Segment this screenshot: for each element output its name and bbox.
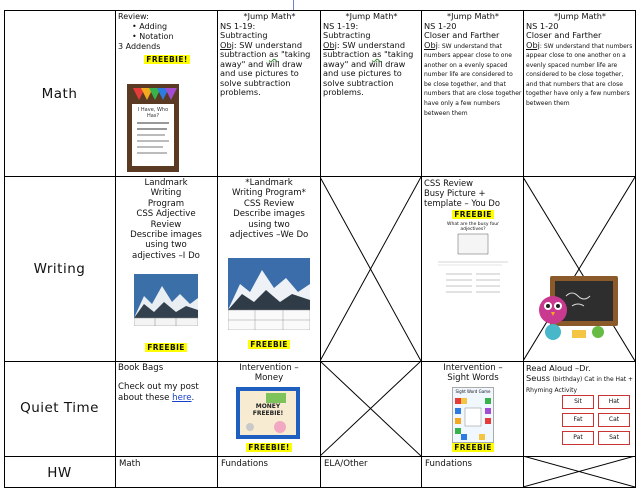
rhyme-card: Sat xyxy=(598,431,630,445)
quiet-tuesday-cell xyxy=(218,363,320,455)
rhyme-card: Cat xyxy=(598,413,630,427)
empty-cell-cross xyxy=(320,177,421,361)
math-thursday-cell xyxy=(424,12,522,175)
writing-tuesday-cell xyxy=(218,178,320,360)
freebie-badge: FREEBIE! xyxy=(248,443,290,452)
post-link[interactable]: here xyxy=(172,393,192,403)
freebie-badge: FREEBIE! xyxy=(146,55,188,64)
quiet-monday-cell xyxy=(118,363,216,455)
quiet-line: Sight Words xyxy=(447,373,499,384)
quiet-thursday-cell xyxy=(424,363,522,455)
row-label-math: Math xyxy=(41,86,78,102)
post-text: Check out my post about these here. xyxy=(118,382,199,403)
review-extra: 3 Addends xyxy=(118,42,161,51)
i-have-who-has-thumbnail[interactable] xyxy=(127,84,179,172)
money-freebie-thumbnail[interactable] xyxy=(236,387,300,439)
writing-thursday-cell xyxy=(424,178,522,360)
grid-line xyxy=(421,10,422,488)
cursor-mark xyxy=(293,0,294,10)
jump-math-header: *Jump Math* xyxy=(345,12,398,21)
hw-wednesday: ELA/Other xyxy=(324,459,368,469)
writing-line: Program xyxy=(147,198,185,209)
quiet-friday-cell xyxy=(526,363,634,455)
grid-line xyxy=(4,10,5,488)
jump-math-header: *Jump Math* xyxy=(553,12,607,21)
writing-line: Writing xyxy=(150,188,182,199)
writing-line: Describe images xyxy=(130,230,202,241)
jump-math-header: *Jump Math* xyxy=(243,12,296,21)
thumbnail-title: I Have, Who Has? xyxy=(137,107,169,119)
objective: Obj: SW understand subtraction as "taking away" and will draw and use pictures to solve subtraction problems. xyxy=(323,39,414,97)
freebie-badge: FREEBIE xyxy=(454,443,492,452)
grid-line xyxy=(635,10,636,488)
writing-line: Review xyxy=(150,219,182,230)
row-label-quiet-time: Quiet Time xyxy=(20,400,99,416)
book-bags-title: Book Bags xyxy=(118,363,164,373)
mountain-photo xyxy=(134,274,198,326)
math-tuesday-cell xyxy=(220,12,319,175)
review-title: Review: xyxy=(118,12,149,21)
objective: Obj: SW understand that numbers appear close to one another on a evenly spaced number life are considered to be close together, and that numbers that are close together have only a few numbers between them xyxy=(526,39,633,108)
owl-chalkboard-clipart xyxy=(538,272,622,342)
review-bullet: • Adding xyxy=(132,22,168,31)
rhyme-card: Sit xyxy=(562,395,594,409)
jump-math-header: *Jump Math* xyxy=(446,12,500,21)
lesson-plan-table xyxy=(4,10,636,488)
mountain-photo-thumbnail[interactable] xyxy=(134,274,198,326)
math-monday-cell xyxy=(118,12,216,175)
empty-cell-cross xyxy=(523,456,635,487)
writing-line: template – You Do xyxy=(424,198,500,209)
rhyming-cards[interactable] xyxy=(562,395,630,451)
freebie-badge: FREEBIE xyxy=(147,343,185,352)
hw-tuesday: Fundations xyxy=(221,459,269,469)
empty-cell-cross xyxy=(320,361,421,456)
writing-line: adjectives –I Do xyxy=(132,250,200,261)
row-label-writing: Writing xyxy=(33,261,86,277)
sight-word-thumbnail[interactable] xyxy=(452,387,494,443)
lesson-code: NS 1-20 xyxy=(526,20,559,31)
quiet-line: Money xyxy=(254,373,284,384)
hw-monday: Math xyxy=(119,459,141,469)
writing-line: CSS Adjective xyxy=(136,209,196,220)
rhyme-card: Pat xyxy=(562,431,594,445)
lesson-topic: Subtracting xyxy=(323,30,371,40)
quiet-line: Intervention – xyxy=(443,363,503,373)
lesson-code: NS 1-19: xyxy=(323,20,359,31)
writing-line: Busy Picture + xyxy=(424,188,486,199)
worksheet-thumbnail[interactable] xyxy=(432,222,514,300)
math-friday-cell xyxy=(526,12,634,175)
objective: Obj: SW understand subtraction as "taking away" and will draw and use pictures to solve subtraction problems. xyxy=(220,39,311,97)
rhyme-card: Fat xyxy=(562,413,594,427)
mountain-photo-thumbnail[interactable] xyxy=(228,258,310,330)
thumbnail-title: Sight Word Game xyxy=(455,389,491,394)
lesson-topic: Closer and Farther xyxy=(526,30,602,40)
sight-word-art xyxy=(453,388,493,442)
writing-line: using two xyxy=(145,240,187,251)
quiet-line: Intervention – xyxy=(239,363,299,373)
thumbnail-art xyxy=(127,84,179,172)
worksheet-title: What are the busy four adjectives? xyxy=(447,222,499,232)
writing-monday-cell xyxy=(116,178,216,360)
writing-line: Landmark xyxy=(144,178,188,188)
lesson-topic: Closer and Farther xyxy=(424,30,500,40)
objective: Obj: SW understand that numbers appear close to one another on a evenly spaced number life are considered to be close together, and that numbers that are close together have only a few numbers between them xyxy=(424,39,522,117)
rhyme-card: Hat xyxy=(598,395,630,409)
mountain-photo xyxy=(228,258,310,330)
worksheet-art xyxy=(432,232,514,300)
row-label-hw: HW xyxy=(47,465,72,481)
writing-line: Writing Program* xyxy=(232,188,306,199)
writing-line: adjectives –We Do xyxy=(229,230,309,241)
chalkboard-art xyxy=(538,272,622,342)
lesson-code: NS 1-20 xyxy=(424,20,457,31)
writing-line: using two xyxy=(248,219,290,230)
lesson-code: NS 1-19: xyxy=(220,20,256,31)
hw-thursday: Fundations xyxy=(425,459,473,469)
writing-line: CSS Review xyxy=(243,198,295,209)
lesson-topic: Subtracting xyxy=(220,30,268,40)
review-bullet: • Notation xyxy=(132,32,174,41)
freebie-badge: FREEBIE xyxy=(454,209,492,219)
freebie-badge: FREEBIE xyxy=(250,340,288,349)
writing-line: CSS Review xyxy=(424,178,474,188)
writing-line: *Landmark xyxy=(245,178,293,188)
quiet-line: Read Aloud –Dr. xyxy=(526,363,591,373)
quiet-line: Seuss (birthday) Cat in the Hat + Rhyming Activity xyxy=(526,373,634,394)
thumbnail-title: MONEY FREEBIE! xyxy=(252,403,284,417)
math-wednesday-cell xyxy=(323,12,420,175)
writing-line: Describe images xyxy=(233,209,305,220)
